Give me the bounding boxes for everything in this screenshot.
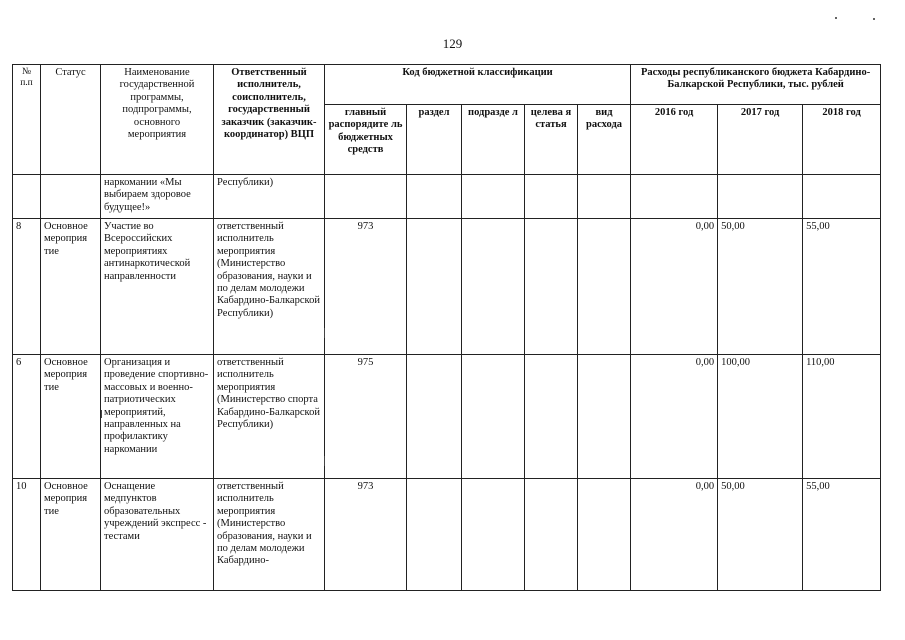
cell-empty bbox=[407, 175, 462, 219]
cell-kind bbox=[578, 479, 631, 591]
scan-tick-mark bbox=[101, 410, 102, 418]
cell-2018: 110,00 bbox=[803, 355, 881, 479]
col-header-status: Статус bbox=[41, 65, 101, 175]
cell-name: наркомании «Мы выбираем здоровое будущее!» bbox=[101, 175, 214, 219]
col-header-2016: 2016 год bbox=[631, 105, 718, 175]
table-row-continuation bbox=[13, 175, 881, 219]
cell-target bbox=[525, 479, 578, 591]
scan-speck bbox=[835, 17, 837, 19]
cell-kind bbox=[578, 355, 631, 479]
col-header-target: целева я статья bbox=[525, 105, 578, 175]
cell-2016: 0,00 bbox=[631, 219, 718, 355]
cell-subsection bbox=[462, 479, 525, 591]
cell-empty bbox=[803, 175, 881, 219]
cell-status: Основное мероприя тие bbox=[41, 479, 101, 591]
cell-target bbox=[525, 355, 578, 479]
scan-speck bbox=[873, 18, 875, 20]
cell-name: Организация и проведение спортивно-массовых и военно-патриотических мероприятий, направленных на профилактику наркомании bbox=[101, 355, 214, 479]
col-header-grbs: главный распорядите ль бюджетных средств bbox=[325, 105, 407, 175]
col-header-2017: 2017 год bbox=[718, 105, 803, 175]
cell-status: Основное мероприя тие bbox=[41, 355, 101, 479]
scan-tick-mark bbox=[324, 328, 325, 338]
col-header-subsection: подразде л bbox=[462, 105, 525, 175]
cell-status: Основное мероприя тие bbox=[41, 219, 101, 355]
cell-subsection bbox=[462, 355, 525, 479]
cell-num: 6 bbox=[13, 355, 41, 479]
cell-target bbox=[525, 219, 578, 355]
cell-empty bbox=[525, 175, 578, 219]
table-row bbox=[13, 219, 881, 355]
cell-empty bbox=[41, 175, 101, 219]
cell-executor: Республики) bbox=[214, 175, 325, 219]
col-header-2018: 2018 год bbox=[803, 105, 881, 175]
cell-2016: 0,00 bbox=[631, 479, 718, 591]
table-row bbox=[13, 479, 881, 591]
cell-2018: 55,00 bbox=[803, 219, 881, 355]
cell-2016: 0,00 bbox=[631, 355, 718, 479]
budget-table bbox=[12, 64, 881, 591]
cell-name: Оснащение медпунктов образовательных учреждений экспресс - тестами bbox=[101, 479, 214, 591]
col-header-kind: вид расхода bbox=[578, 105, 631, 175]
cell-subsection bbox=[462, 219, 525, 355]
cell-empty bbox=[462, 175, 525, 219]
cell-num: 10 bbox=[13, 479, 41, 591]
cell-name: Участие во Всероссийских мероприятиях антинаркотической направленности bbox=[101, 219, 214, 355]
page-number: 129 bbox=[442, 36, 463, 51]
cell-grbs: 973 bbox=[325, 479, 407, 591]
cell-grbs: 973 bbox=[325, 219, 407, 355]
cell-2017: 50,00 bbox=[718, 219, 803, 355]
cell-executor: ответственный исполнитель мероприятия (Министерство образования, науки и по делам молодежи Кабардино-Балкарской Республики) bbox=[214, 219, 325, 355]
col-header-executor: Ответственный исполнитель, соисполнитель, государственный заказчик (заказчик-координатор) ВЦП bbox=[214, 65, 325, 175]
col-header-section: раздел bbox=[407, 105, 462, 175]
cell-2017: 50,00 bbox=[718, 479, 803, 591]
table-row bbox=[13, 355, 881, 479]
col-header-expenses: Расходы республиканского бюджета Кабардино-Балкарской Республики, тыс. рублей bbox=[631, 65, 881, 105]
cell-empty bbox=[718, 175, 803, 219]
cell-empty bbox=[631, 175, 718, 219]
cell-executor: ответственный исполнитель мероприятия (Министерство спорта Кабардино-Балкарской Республики) bbox=[214, 355, 325, 479]
col-header-num: № п.п bbox=[13, 65, 41, 175]
cell-section bbox=[407, 355, 462, 479]
cell-2017: 100,00 bbox=[718, 355, 803, 479]
cell-section bbox=[407, 479, 462, 591]
cell-2018: 55,00 bbox=[803, 479, 881, 591]
cell-empty bbox=[325, 175, 407, 219]
scan-tick-mark bbox=[324, 456, 325, 466]
col-header-name: Наименование государственной программы, подпрограммы, основного мероприятия bbox=[101, 65, 214, 175]
cell-num: 8 bbox=[13, 219, 41, 355]
cell-empty bbox=[578, 175, 631, 219]
cell-grbs: 975 bbox=[325, 355, 407, 479]
cell-executor: ответственный исполнитель мероприятия (Министерство образования, науки и по делам молодежи Кабардино- bbox=[214, 479, 325, 591]
col-header-kbk: Код бюджетной классификации bbox=[325, 65, 631, 105]
cell-empty bbox=[13, 175, 41, 219]
cell-section bbox=[407, 219, 462, 355]
cell-kind bbox=[578, 219, 631, 355]
